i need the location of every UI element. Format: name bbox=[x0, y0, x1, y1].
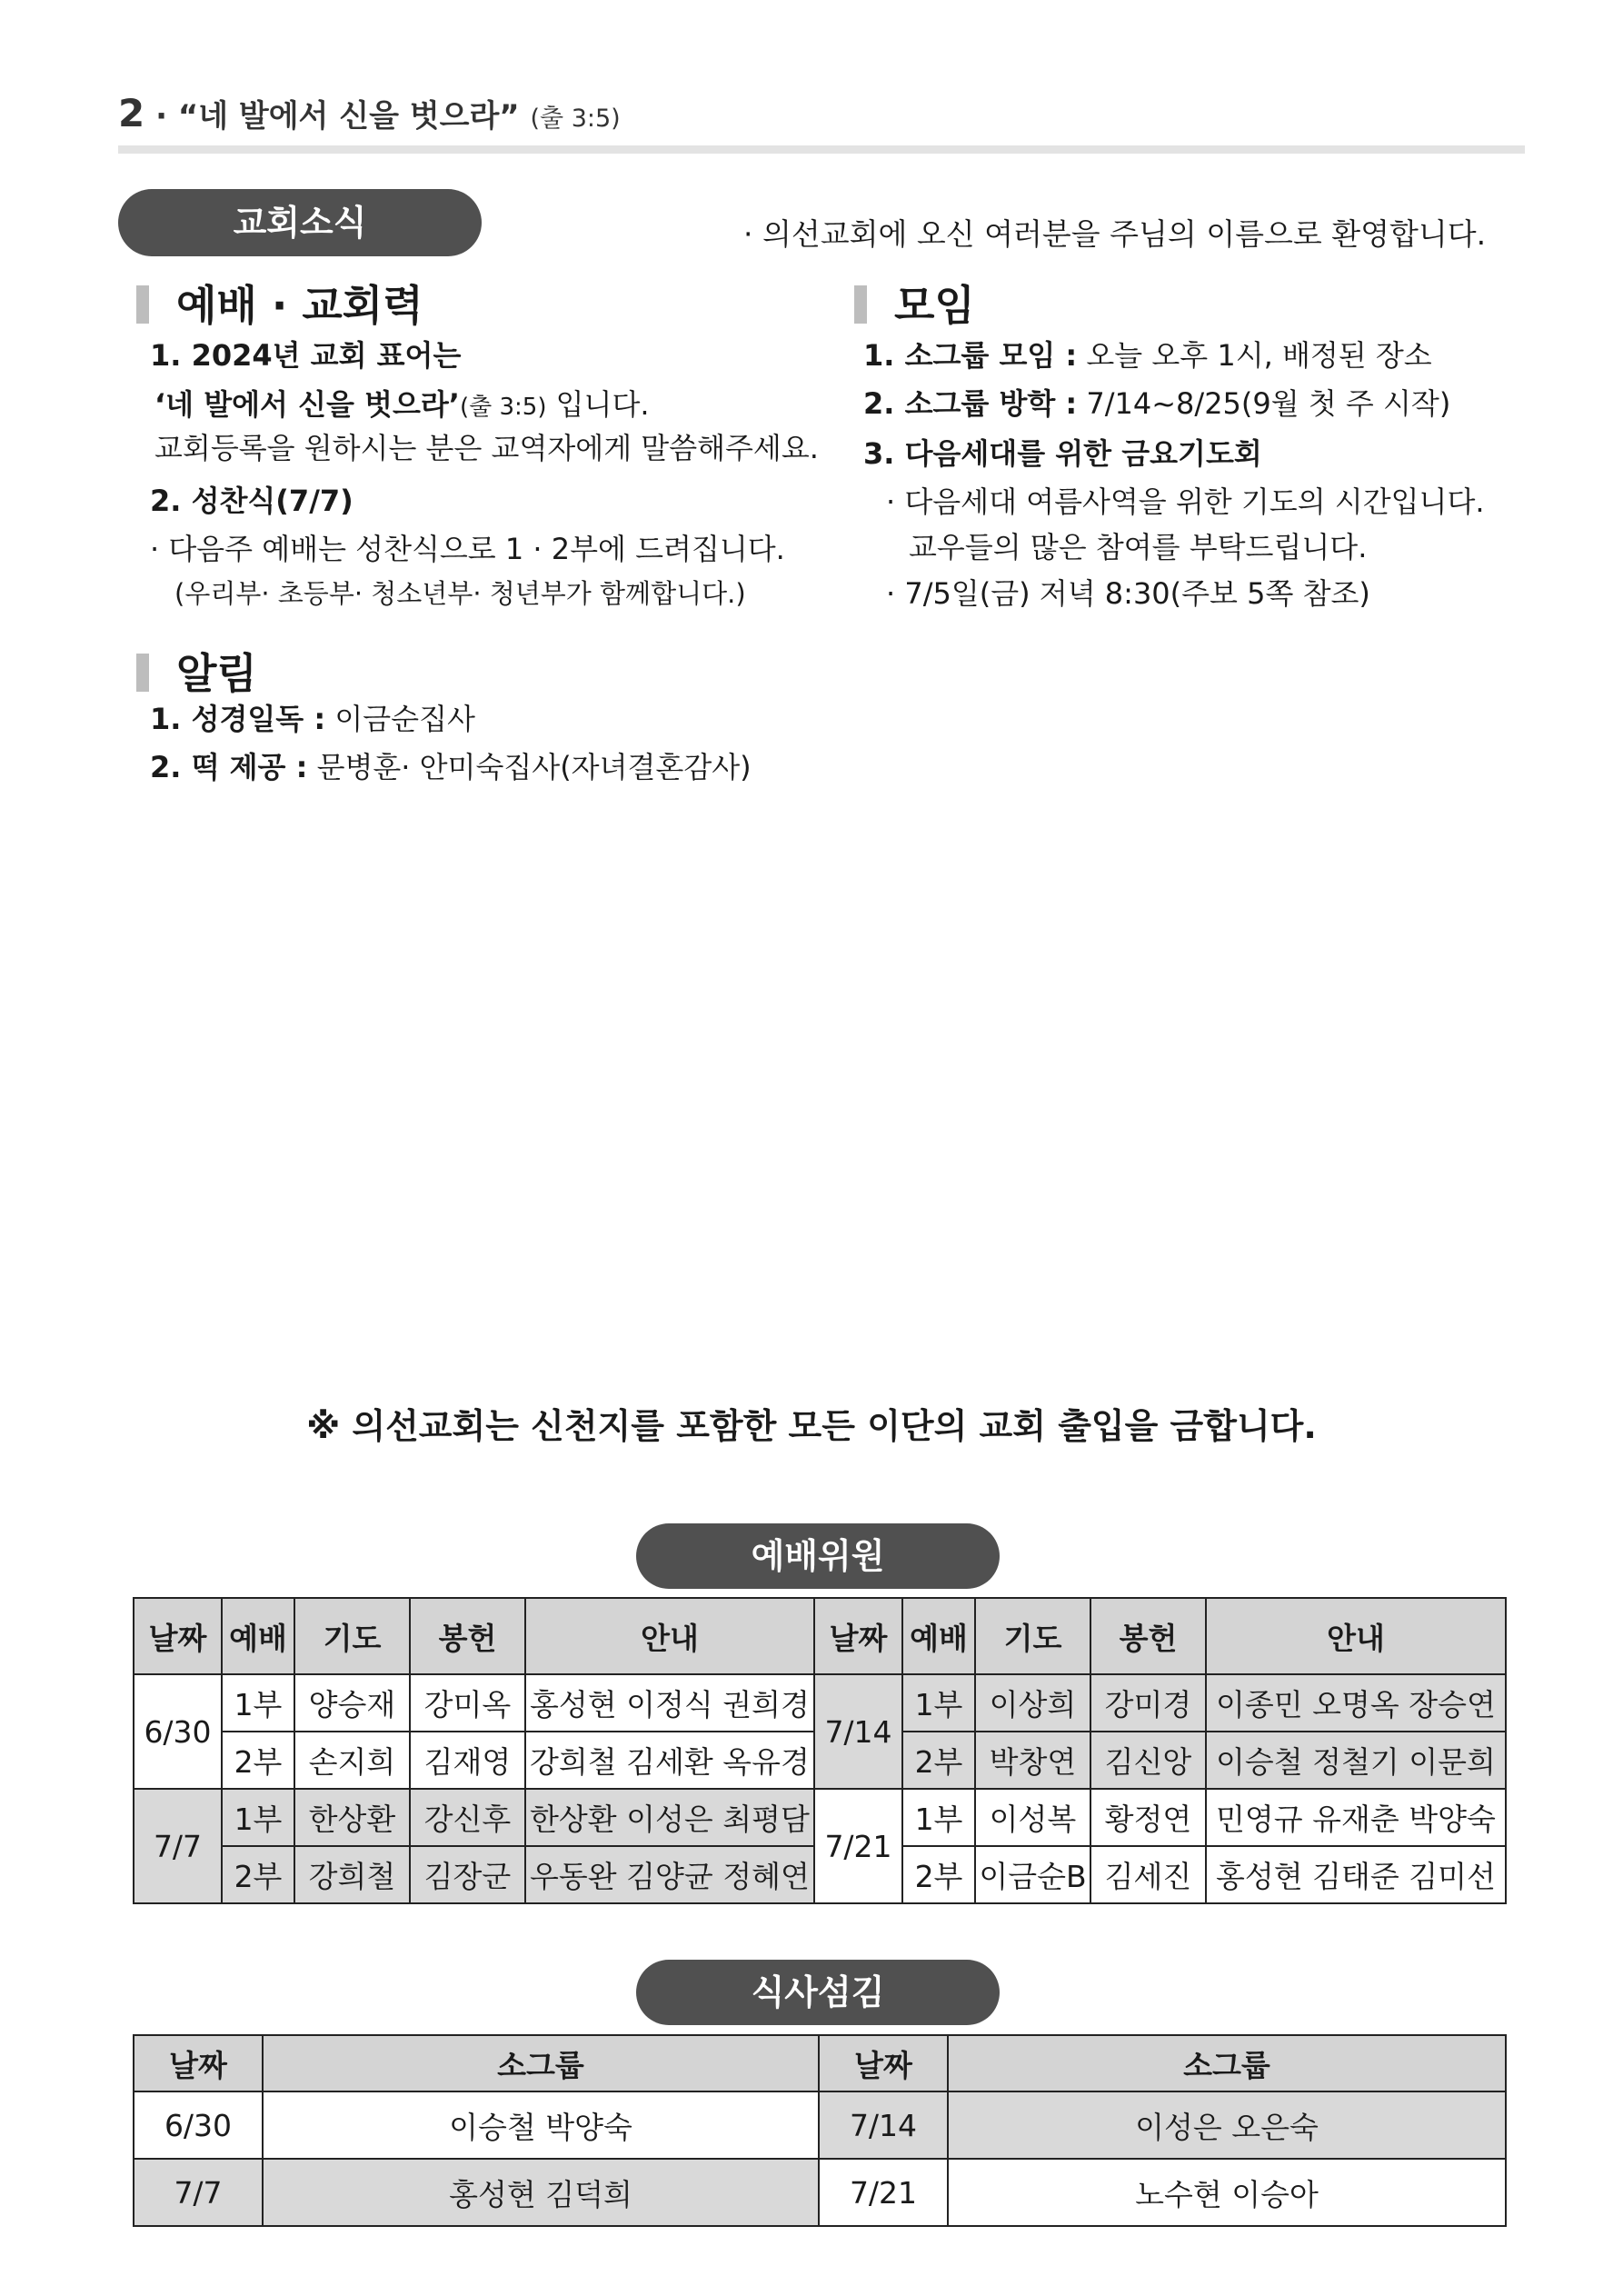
worship-heading-text: 예배 · 교회력 bbox=[176, 281, 423, 330]
notices-heading-text: 알림 bbox=[176, 649, 257, 698]
friday-prayer-line-3: · 7/5일(금) 저녁 8:30(주보 5쪽 참조) bbox=[886, 576, 1370, 611]
header-reference: (출 3:5) bbox=[530, 105, 621, 133]
motto-suffix: 입니다. bbox=[546, 387, 650, 422]
rice-cake-label: 2. 떡 제공 : bbox=[150, 750, 308, 784]
date-cell: 7/14 bbox=[814, 1674, 902, 1789]
small-group-break-label: 2. 소그룹 방학 : bbox=[863, 386, 1078, 421]
col-date: 날짜 bbox=[814, 1598, 902, 1674]
table-row bbox=[134, 2159, 1506, 2226]
church-news-label: 교회소식 bbox=[118, 189, 482, 256]
prayer-cell: 손지희 bbox=[294, 1732, 410, 1789]
col-prayer: 기도 bbox=[975, 1598, 1090, 1674]
date-cell: 7/21 bbox=[814, 1789, 902, 1903]
friday-prayer-line-1: · 다음세대 여름사역을 위한 기도의 시간입니다. bbox=[886, 484, 1485, 519]
service-cell: 1부 bbox=[902, 1789, 975, 1846]
small-group-value: 오늘 오후 1시, 배정된 장소 bbox=[1077, 338, 1432, 373]
section-bar-icon bbox=[136, 654, 149, 692]
offering-cell: 김장군 bbox=[410, 1846, 525, 1903]
header-separator: · bbox=[155, 98, 167, 135]
worship-committee-table bbox=[133, 1597, 1507, 1904]
small-group-break bbox=[863, 386, 1450, 421]
table-row bbox=[134, 2091, 1506, 2159]
usher-cell: 이종민 오명옥 장승연 bbox=[1206, 1674, 1506, 1732]
usher-cell: 우동완 김양균 정혜연 bbox=[525, 1846, 814, 1903]
date-cell: 6/30 bbox=[134, 1674, 222, 1789]
table-row bbox=[134, 1789, 1506, 1846]
col-offering: 봉헌 bbox=[1090, 1598, 1206, 1674]
small-group-label: 1. 소그룹 모임 : bbox=[863, 338, 1078, 373]
service-cell: 1부 bbox=[222, 1789, 294, 1846]
prayer-cell: 이성복 bbox=[975, 1789, 1090, 1846]
col-date: 날짜 bbox=[134, 2035, 263, 2091]
rice-cake-value: 문병훈· 안미숙집사(자녀결혼감사) bbox=[307, 750, 752, 784]
prayer-cell: 이상희 bbox=[975, 1674, 1090, 1732]
prayer-cell: 강희철 bbox=[294, 1846, 410, 1903]
page-header bbox=[118, 91, 621, 135]
prayer-cell: 한상환 bbox=[294, 1789, 410, 1846]
offering-cell: 황정연 bbox=[1090, 1789, 1206, 1846]
table-header-row bbox=[134, 1598, 1506, 1674]
offering-cell: 강미옥 bbox=[410, 1674, 525, 1732]
date-cell: 7/7 bbox=[134, 1789, 222, 1903]
prayer-cell: 박창연 bbox=[975, 1732, 1090, 1789]
group-cell: 노수현 이승아 bbox=[948, 2159, 1506, 2226]
offering-cell: 김신앙 bbox=[1090, 1732, 1206, 1789]
col-service: 예배 bbox=[222, 1598, 294, 1674]
rice-cake-item bbox=[150, 750, 752, 784]
usher-cell: 민영규 유재춘 박양숙 bbox=[1206, 1789, 1506, 1846]
col-prayer: 기도 bbox=[294, 1598, 410, 1674]
bible-reading-label: 1. 성경일독 : bbox=[150, 702, 326, 736]
meal-service-table bbox=[133, 2034, 1507, 2227]
meal-service-label: 식사섬김 bbox=[636, 1960, 1000, 2025]
section-bar-icon bbox=[854, 285, 867, 324]
table-row bbox=[134, 1674, 1506, 1732]
communion-groups: (우리부· 초등부· 청소년부· 청년부가 함께합니다.) bbox=[174, 578, 746, 609]
group-cell: 이승철 박양숙 bbox=[263, 2091, 819, 2159]
usher-cell: 이승철 정철기 이문희 bbox=[1206, 1732, 1506, 1789]
worship-item-1-title: 1. 2024년 교회 표어는 bbox=[150, 338, 462, 373]
usher-cell: 홍성현 이정식 권희경 bbox=[525, 1674, 814, 1732]
offering-cell: 강신후 bbox=[410, 1789, 525, 1846]
motto-text: ‘네 발에서 신을 벗으라’ bbox=[154, 387, 460, 422]
friday-prayer-title: 3. 다음세대를 위한 금요기도회 bbox=[863, 436, 1262, 471]
group-cell: 홍성현 김덕희 bbox=[263, 2159, 819, 2226]
col-group: 소그룹 bbox=[263, 2035, 819, 2091]
col-date: 날짜 bbox=[134, 1598, 222, 1674]
usher-cell: 강희철 김세환 옥유경 bbox=[525, 1732, 814, 1789]
usher-cell: 한상환 이성은 최평담 bbox=[525, 1789, 814, 1846]
usher-cell: 홍성현 김태준 김미선 bbox=[1206, 1846, 1506, 1903]
bible-reading-item bbox=[150, 702, 475, 736]
communion-note: · 다음주 예배는 성찬식으로 1 · 2부에 드려집니다. bbox=[150, 532, 785, 566]
col-usher: 안내 bbox=[1206, 1598, 1506, 1674]
worship-item-1-motto bbox=[154, 387, 650, 422]
offering-cell: 김재영 bbox=[410, 1732, 525, 1789]
prayer-cell: 이금순B bbox=[975, 1846, 1090, 1903]
bible-reading-value: 이금순집사 bbox=[325, 702, 475, 736]
group-cell: 이성은 오은숙 bbox=[948, 2091, 1506, 2159]
page-number: 2 bbox=[118, 91, 145, 135]
notices-heading bbox=[136, 641, 257, 701]
friday-prayer-line-2: 교우들의 많은 참여를 부탁드립니다. bbox=[909, 530, 1368, 564]
table-header-row bbox=[134, 2035, 1506, 2091]
header-divider bbox=[118, 145, 1525, 154]
small-group-meeting bbox=[863, 338, 1432, 373]
small-group-break-value: 7/14~8/25(9월 첫 주 시작) bbox=[1077, 386, 1451, 421]
worship-item-2-title: 2. 성찬식(7/7) bbox=[150, 484, 353, 518]
motto-reference: (출 3:5) bbox=[459, 394, 547, 421]
header-title: “네 발에서 신을 벗으라” bbox=[177, 98, 520, 135]
offering-cell: 김세진 bbox=[1090, 1846, 1206, 1903]
section-bar-icon bbox=[136, 285, 149, 324]
offering-cell: 강미경 bbox=[1090, 1674, 1206, 1732]
meetings-heading-text: 모임 bbox=[894, 281, 975, 330]
service-cell: 2부 bbox=[902, 1846, 975, 1903]
registration-note: 교회등록을 원하시는 분은 교역자에게 말씀해주세요. bbox=[154, 431, 819, 465]
service-cell: 1부 bbox=[902, 1674, 975, 1732]
col-group: 소그룹 bbox=[948, 2035, 1506, 2091]
col-date: 날짜 bbox=[819, 2035, 948, 2091]
col-usher: 안내 bbox=[525, 1598, 814, 1674]
col-offering: 봉헌 bbox=[410, 1598, 525, 1674]
service-cell: 2부 bbox=[902, 1732, 975, 1789]
service-cell: 2부 bbox=[222, 1732, 294, 1789]
date-cell: 7/7 bbox=[134, 2159, 263, 2226]
heresy-warning: ※ 의선교회는 신천지를 포함한 모든 이단의 교회 출입을 금합니다. bbox=[306, 1406, 1317, 1446]
service-cell: 2부 bbox=[222, 1846, 294, 1903]
prayer-cell: 양승재 bbox=[294, 1674, 410, 1732]
welcome-message: · 의선교회에 오신 여러분을 주님의 이름으로 환영합니다. bbox=[743, 216, 1487, 252]
worship-heading bbox=[136, 273, 423, 333]
worship-committee-label: 예배위원 bbox=[636, 1523, 1000, 1589]
col-service: 예배 bbox=[902, 1598, 975, 1674]
service-cell: 1부 bbox=[222, 1674, 294, 1732]
date-cell: 6/30 bbox=[134, 2091, 263, 2159]
date-cell: 7/14 bbox=[819, 2091, 948, 2159]
date-cell: 7/21 bbox=[819, 2159, 948, 2226]
meetings-heading bbox=[854, 273, 975, 333]
